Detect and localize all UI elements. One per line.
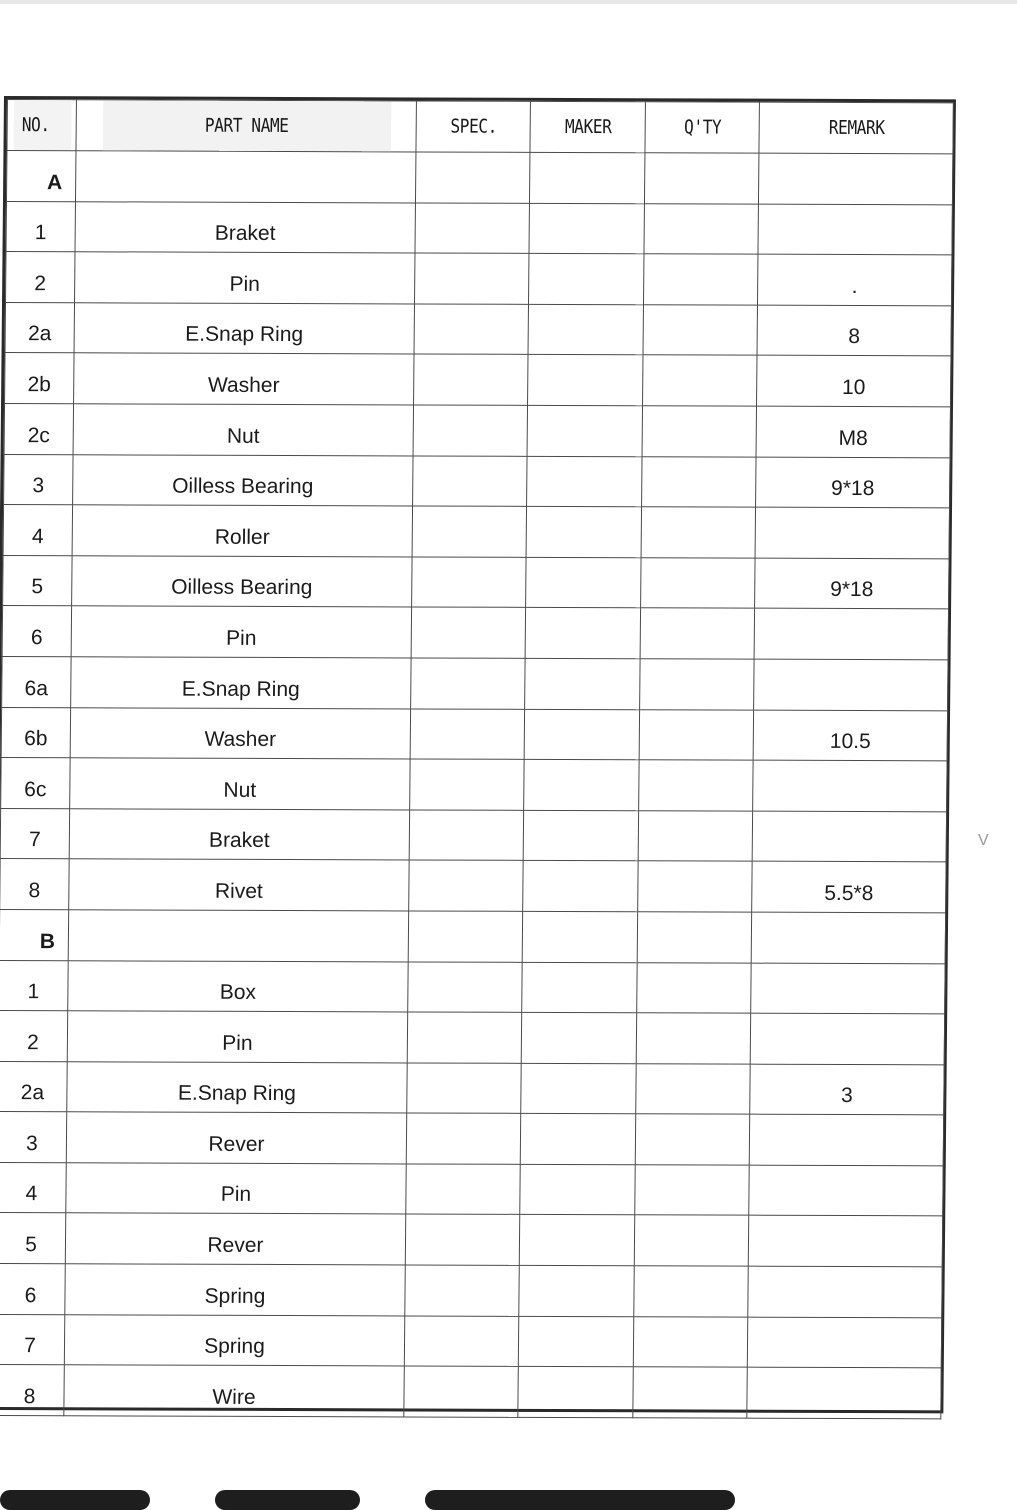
cell-maker (520, 1114, 635, 1165)
side-mark: V (978, 832, 989, 849)
cell-spec (411, 607, 525, 658)
cell-part-name: Rever (66, 1112, 406, 1164)
cell-spec (415, 152, 529, 203)
cell-remark (751, 963, 945, 1014)
cell-spec (413, 456, 527, 507)
parts-list-sheet (0, 96, 956, 1413)
cell-part-name: Spring (64, 1314, 404, 1366)
cell-qty (644, 203, 758, 254)
cell-remark (751, 912, 945, 963)
table-row (0, 1365, 941, 1419)
cell-part-name: Pin (67, 1011, 407, 1063)
table-row (0, 1011, 945, 1065)
cell-remark (758, 204, 952, 255)
cell-spec (408, 911, 522, 962)
cell-part-name: Nut (73, 404, 413, 456)
cell-maker (528, 304, 643, 355)
cell-part-name: Wire (64, 1365, 404, 1417)
table-row (0, 1112, 944, 1166)
cell-spec (409, 860, 523, 911)
cell-part-name: Nut (70, 758, 410, 810)
cell-qty (634, 1215, 748, 1266)
cell-qty (637, 912, 751, 963)
table-row (4, 454, 950, 508)
parts-table (0, 99, 954, 1419)
cell-no: 1 (0, 960, 68, 1011)
cell-no: 2 (6, 252, 75, 303)
cell-no: 6b (1, 707, 70, 758)
cell-remark: 8 (757, 305, 951, 356)
cell-part-name: Washer (70, 707, 410, 759)
cell-spec (404, 1366, 518, 1417)
cell-remark (748, 1216, 942, 1267)
cell-no: 6 (0, 1264, 65, 1315)
cell-maker (518, 1367, 633, 1418)
table-row (3, 555, 949, 609)
cell-no: 2a (5, 302, 74, 353)
table-row (4, 403, 950, 457)
table-row (0, 1314, 942, 1368)
bottom-bar-left (0, 1490, 150, 1510)
cell-maker (521, 1012, 636, 1063)
cell-part-name: E.Snap Ring (74, 303, 414, 355)
cell-part-name: Box (68, 960, 408, 1012)
table-row (3, 505, 949, 559)
cell-maker (518, 1316, 633, 1367)
bottom-bar-right (425, 1490, 735, 1510)
cell-remark (755, 507, 949, 558)
table-row (5, 302, 951, 356)
cell-spec (415, 253, 529, 304)
cell-remark (748, 1266, 942, 1317)
cell-remark: M8 (756, 406, 950, 457)
cell-maker (519, 1265, 634, 1316)
cell-qty (642, 456, 756, 507)
cell-spec (409, 810, 523, 861)
cell-qty (634, 1266, 748, 1317)
cell-spec (413, 405, 527, 456)
cell-part-name: Braket (69, 808, 409, 860)
cell-no: B (0, 909, 69, 960)
cell-qty (638, 810, 752, 861)
cell-maker (524, 759, 639, 810)
cell-maker (523, 810, 638, 861)
cell-no: A (6, 151, 75, 202)
cell-remark (750, 1013, 944, 1064)
cell-maker (527, 405, 642, 456)
cell-maker (521, 1063, 636, 1114)
header-qty: Q'TY (653, 102, 750, 153)
cell-maker (525, 608, 640, 659)
cell-remark (753, 760, 947, 811)
table-row (6, 201, 952, 255)
table-row (0, 859, 946, 913)
cell-qty (638, 861, 752, 912)
cell-no: 2 (0, 1011, 68, 1062)
table-header-row (7, 100, 953, 154)
cell-qty (637, 962, 751, 1013)
cell-part-name: E.Snap Ring (67, 1061, 407, 1113)
cell-part-name: Rivet (69, 859, 409, 911)
cell-qty (642, 406, 756, 457)
cell-remark (747, 1317, 941, 1368)
cell-maker (524, 709, 639, 760)
cell-qty (636, 1013, 750, 1064)
cell-spec (412, 506, 526, 557)
cell-spec (407, 1012, 521, 1063)
cell-remark: 3 (750, 1064, 944, 1115)
cell-maker (522, 962, 637, 1013)
cell-remark: . (757, 254, 951, 305)
cell-qty (633, 1316, 747, 1367)
cell-remark: 10 (757, 356, 951, 407)
cell-no: 3 (4, 454, 73, 505)
cell-remark (749, 1165, 943, 1216)
cell-maker (525, 658, 640, 709)
cell-qty (633, 1367, 747, 1418)
cell-maker (526, 506, 641, 557)
cell-part-name: Rever (65, 1213, 405, 1265)
cell-part-name: Pin (71, 606, 411, 658)
table-row (0, 1213, 943, 1267)
bottom-bar-middle (215, 1490, 360, 1510)
cell-no: 4 (0, 1162, 66, 1213)
cell-remark (758, 153, 952, 204)
cell-maker (519, 1215, 634, 1266)
header-remark: REMARK (773, 102, 938, 154)
cell-qty (643, 355, 757, 406)
cell-remark (754, 608, 948, 659)
table-row (0, 808, 946, 862)
cell-no: 2a (0, 1061, 67, 1112)
cell-qty (640, 659, 754, 710)
cell-no: 6 (2, 606, 71, 657)
cell-spec (411, 658, 525, 709)
table-row (0, 1061, 944, 1115)
table-row (0, 960, 945, 1014)
cell-part-name: Pin (75, 252, 415, 304)
header-maker: MAKER (539, 101, 637, 152)
cell-spec (412, 557, 526, 608)
cell-spec (406, 1113, 520, 1164)
header-spec: SPEC. (425, 101, 522, 152)
cell-qty (635, 1114, 749, 1165)
cell-no: 7 (0, 808, 69, 859)
cell-part-name: Roller (72, 505, 412, 557)
cell-qty (643, 305, 757, 356)
cell-qty (635, 1165, 749, 1216)
table-row (1, 758, 947, 812)
cell-spec (410, 708, 524, 759)
cell-spec (405, 1214, 519, 1265)
table-row (0, 1162, 943, 1216)
cell-remark: 5.5*8 (752, 861, 946, 912)
cell-remark (749, 1114, 943, 1165)
cell-qty (644, 153, 758, 204)
cell-maker (523, 861, 638, 912)
cell-remark (754, 659, 948, 710)
cell-spec (414, 304, 528, 355)
cell-spec (405, 1265, 519, 1316)
cell-qty (639, 709, 753, 760)
cell-remark (747, 1367, 941, 1418)
cell-spec (404, 1316, 518, 1367)
cell-no: 4 (3, 505, 72, 556)
parts-table-body (0, 151, 953, 1419)
page-top-edge (0, 0, 1017, 4)
cell-no: 5 (0, 1213, 66, 1264)
cell-qty (641, 557, 755, 608)
cell-remark: 9*18 (755, 558, 949, 609)
cell-remark (752, 811, 946, 862)
header-no: NO. (12, 100, 71, 151)
cell-maker (526, 557, 641, 608)
cell-qty (640, 608, 754, 659)
table-row (6, 252, 952, 306)
table-row (2, 606, 948, 660)
cell-part-name: Braket (75, 201, 415, 253)
cell-spec (414, 354, 528, 405)
table-row (2, 656, 948, 710)
cell-spec (415, 203, 529, 254)
cell-no: 6c (1, 758, 70, 809)
cell-part-name: Oilless Bearing (72, 556, 412, 608)
table-row (5, 353, 951, 407)
cell-spec (407, 1063, 521, 1114)
cell-spec (406, 1164, 520, 1215)
cell-maker (528, 355, 643, 406)
cell-part-name: Oilless Bearing (73, 454, 413, 506)
table-row (0, 1264, 942, 1318)
table-row (1, 707, 947, 761)
cell-part-name (68, 910, 408, 962)
cell-spec (408, 961, 522, 1012)
cell-no: 6a (2, 656, 71, 707)
cell-no: 5 (3, 555, 72, 606)
cell-part-name: E.Snap Ring (71, 657, 411, 709)
cell-maker (520, 1164, 635, 1215)
cell-qty (641, 507, 755, 558)
cell-no: 8 (0, 1365, 64, 1416)
cell-remark: 9*18 (756, 457, 950, 508)
cell-part-name: Pin (66, 1163, 406, 1215)
cell-spec (410, 759, 524, 810)
cell-no: 2c (4, 403, 73, 454)
cell-qty (643, 254, 757, 305)
cell-no: 8 (0, 859, 69, 910)
cell-maker (529, 152, 644, 203)
cell-no: 2b (5, 353, 74, 404)
cell-qty (636, 1063, 750, 1114)
header-part-name: PART NAME (101, 100, 390, 152)
cell-maker (522, 911, 637, 962)
table-row (0, 909, 946, 963)
cell-no: 7 (0, 1314, 65, 1365)
cell-maker (529, 203, 644, 254)
cell-maker (527, 456, 642, 507)
cell-part-name (75, 151, 415, 203)
table-row (6, 151, 952, 205)
cell-remark: 10.5 (753, 710, 947, 761)
cell-no: 1 (6, 201, 75, 252)
cell-part-name: Washer (74, 353, 414, 405)
cell-no: 3 (0, 1112, 67, 1163)
cell-part-name: Spring (65, 1264, 405, 1316)
cell-maker (528, 254, 643, 305)
cell-qty (639, 760, 753, 811)
